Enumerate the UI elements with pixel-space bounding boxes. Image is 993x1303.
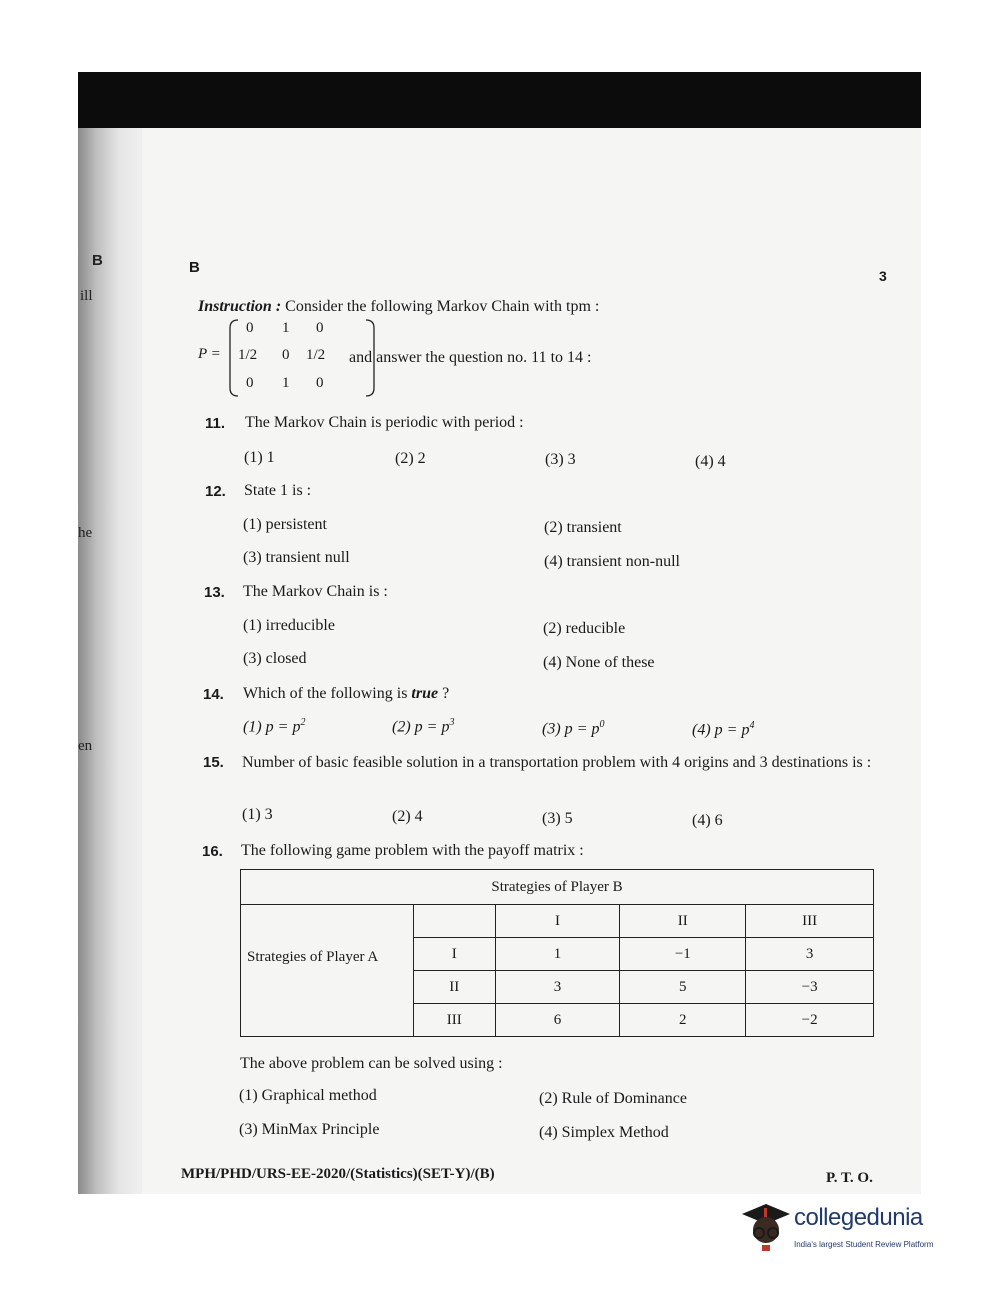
- option: (4) 6: [692, 812, 723, 829]
- collegedunia-logo: [734, 1198, 964, 1258]
- margin-fragment: ill: [80, 288, 93, 304]
- instruction-continuation: and answer the question no. 11 to 14 :: [349, 349, 592, 366]
- matrix-cell: 0: [282, 347, 290, 363]
- row-header: III: [413, 1004, 495, 1037]
- option: (1) Graphical method: [239, 1087, 377, 1104]
- question-number: 15.: [203, 754, 224, 771]
- matrix-cell: 1: [282, 375, 290, 391]
- question-number: 11.: [205, 415, 226, 432]
- player-a-header: Strategies of Player A: [241, 905, 414, 1037]
- option: (1) $p = p^2$: [243, 717, 306, 736]
- row-header: II: [413, 971, 495, 1004]
- option: (3) $p = p^0$: [542, 719, 605, 738]
- option: (4) Simplex Method: [539, 1124, 669, 1141]
- table-cell: [413, 905, 495, 938]
- table-row: [241, 870, 874, 905]
- question-followup: The above problem can be solved using :: [240, 1055, 503, 1072]
- margin-fragment: en: [78, 738, 93, 754]
- matrix-label: P =: [198, 346, 221, 362]
- brand-tagline: India's largest Student Review Platform: [794, 1240, 934, 1249]
- column-header: I: [495, 905, 620, 938]
- row-header: I: [413, 938, 495, 971]
- option: (4) $p = p^4$: [692, 720, 755, 739]
- page-number: 3: [879, 268, 887, 284]
- question-number: 16.: [202, 843, 223, 860]
- instruction-label: Instruction :: [198, 298, 282, 315]
- option: (2) 2: [395, 450, 426, 467]
- option: (3) transient null: [243, 549, 350, 566]
- question-text-part: ?: [442, 685, 450, 702]
- table-cell: −2: [746, 1004, 874, 1037]
- matrix-cell: 0: [246, 375, 254, 391]
- option: (3) 5: [542, 810, 573, 827]
- margin-fragment: B: [92, 252, 103, 269]
- matrix-cell: 0: [316, 320, 324, 336]
- player-b-header: Strategies of Player B: [241, 870, 874, 905]
- option: (2) $p = p^3$: [392, 717, 455, 736]
- scan-top-bar: [78, 72, 921, 128]
- option: (1) persistent: [243, 516, 327, 533]
- table-cell: −1: [620, 938, 746, 971]
- table-cell: 2: [620, 1004, 746, 1037]
- question-number: 13.: [204, 584, 225, 601]
- table-cell: 3: [495, 971, 620, 1004]
- graduate-mascot-icon: [736, 1198, 792, 1254]
- instruction: [198, 298, 599, 316]
- question-text: Number of basic feasible solution in a transportation problem with 4 origins and 3 destinations is :: [242, 754, 872, 771]
- option: (1) 3: [242, 806, 273, 823]
- payoff-matrix-table: [240, 869, 874, 1037]
- option: (2) transient: [544, 519, 622, 536]
- matrix-cell: 0: [246, 320, 254, 336]
- option: (3) closed: [243, 650, 307, 667]
- matrix-cell: 1: [282, 320, 290, 336]
- table-cell: 6: [495, 1004, 620, 1037]
- question-text: The Markov Chain is :: [243, 583, 388, 600]
- matrix-cell: 0: [316, 375, 324, 391]
- brand-name: collegedunia: [794, 1204, 923, 1231]
- option: (4) 4: [695, 453, 726, 470]
- option: (4) transient non-null: [544, 553, 680, 570]
- pto-footer: P. T. O.: [826, 1170, 873, 1186]
- question-text: [243, 685, 449, 703]
- table-row: [241, 905, 874, 938]
- option: (2) Rule of Dominance: [539, 1090, 687, 1107]
- column-header: III: [746, 905, 874, 938]
- question-number: 14.: [203, 686, 224, 703]
- option: (3) MinMax Principle: [239, 1121, 380, 1138]
- question-text: The Markov Chain is periodic with period :: [245, 414, 524, 431]
- option: (2) reducible: [543, 620, 626, 637]
- question-text: The following game problem with the payoff matrix :: [241, 842, 584, 859]
- instruction-text: Consider the following Markov Chain with tpm :: [285, 298, 600, 315]
- question-number: 12.: [205, 483, 226, 500]
- column-header: II: [620, 905, 746, 938]
- table-cell: 1: [495, 938, 620, 971]
- option: (1) irreducible: [243, 617, 335, 634]
- option: (2) 4: [392, 808, 423, 825]
- margin-fragment: he: [78, 525, 93, 541]
- exam-code-footer: MPH/PHD/URS-EE-2020/(Statistics)(SET-Y)/(B): [181, 1166, 495, 1182]
- table-cell: −3: [746, 971, 874, 1004]
- table-cell: 3: [746, 938, 874, 971]
- question-text-part: Which of the following is: [243, 685, 408, 702]
- question-text: State 1 is :: [244, 482, 312, 499]
- matrix-cell: 1/2: [306, 347, 326, 363]
- table-cell: 5: [620, 971, 746, 1004]
- option: (1) 1: [244, 449, 275, 466]
- option: (3) 3: [545, 451, 576, 468]
- matrix-cell: 1/2: [238, 347, 258, 363]
- set-letter: B: [189, 259, 200, 276]
- question-emphasis: true: [411, 685, 439, 702]
- option: (4) None of these: [543, 654, 655, 671]
